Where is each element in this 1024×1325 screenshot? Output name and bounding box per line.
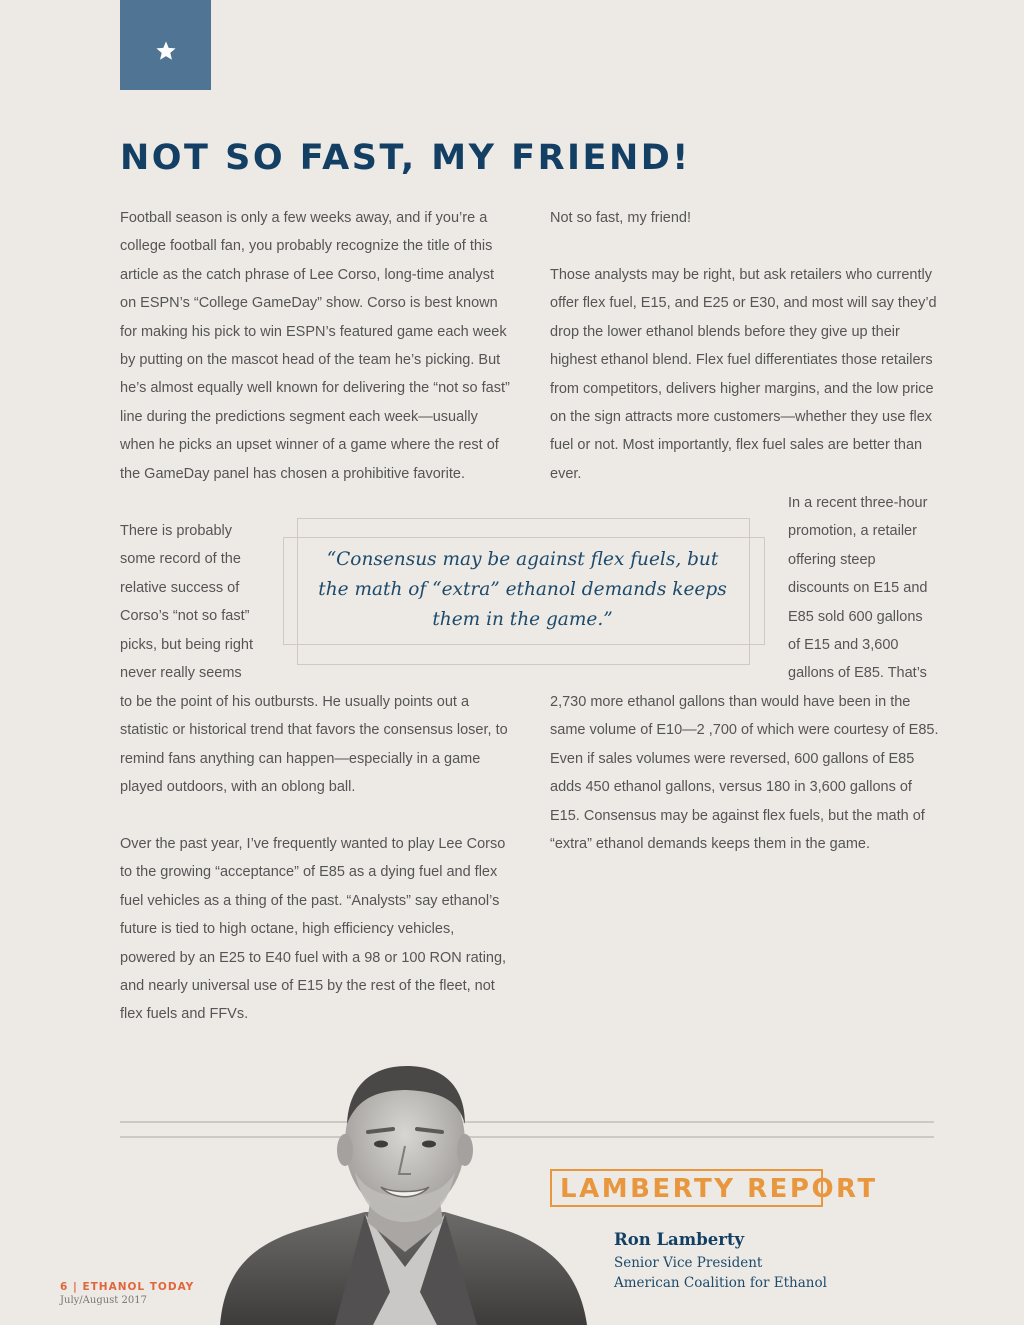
pullquote: “Consensus may be against flex fuels, but the math of “extra” ethanol demands keeps them in the game.”	[318, 549, 727, 630]
author-name: Ron Lamberty	[614, 1230, 745, 1249]
issue-date: July/August 2017	[60, 1295, 147, 1306]
author-portrait	[215, 1062, 595, 1325]
col2-paragraph-3: 2,730 more ethanol gallons than would have been in the same volume of E10—2 ,700 of which were courtesy of E85. Even if sales volumes were reversed, 600 gallons of E85 adds 450 ethanol gallons, versus 180 in 3,600 gallons of E15. Consensus may be against flex fuels, but the math of “extra” ethanol demands keeps them in the game.	[550, 694, 939, 853]
author-role: Senior Vice President	[614, 1255, 763, 1271]
column-name: LAMBERTY REPORT	[560, 1174, 878, 1204]
author-organization: American Coalition for Ethanol	[614, 1275, 827, 1291]
article-title: NOT SO FAST, MY FRIEND!	[120, 138, 691, 178]
col1-paragraph-3: Over the past year, I’ve frequently wanted to play Lee Corso to the growing “acceptance” of E85 as a dying fuel and flex fuel vehicles as a thing of the past. “Analysts” say ethanol’s future is tied to high octane, high efficiency vehicles, powered by an E25 to E40 fuel with a 98 or 100 RON rating, and nearly universal use of E15 by the rest of the fleet, not flex fuels and FFVs.	[120, 836, 507, 1023]
col1-paragraph-1: Football season is only a few weeks away, and if you’re a college football fan, you probably recognize the title of this article as the catch phrase of Lee Corso, long-time analyst on ESPN’s “College GameDay” show. Corso is best known for making his pick to win ESPN’s featured game each week by putting on the mascot head of the team he’s picking. But he’s almost equally well known for delivering the “not so fast” line during the predictions segment each week—usually when he picks an upset winner of a game where the rest of the GameDay panel has chosen a prohibitive favorite.	[120, 210, 510, 482]
star-badge	[120, 0, 211, 90]
col2-paragraph-3-wrap: In a recent three-hour promotion, a retailer offering steep discounts on E15 and E85 sold 600 gallons of E15 and 3,600 gallons of E85. That’s	[788, 495, 928, 682]
col1-paragraph-2: to be the point of his outbursts. He usually points out a statistic or historical trend that favors the consensus loser, to remind fans anything can happen—especially in a game played outdoors, with an oblong ball.	[120, 694, 508, 796]
col1-paragraph-2-wrap: There is probably some record of the relative success of Corso’s “not so fast” picks, but being right never really seems	[120, 523, 253, 682]
col2-paragraph-2: Those analysts may be right, but ask retailers who currently offer flex fuel, E15, and E25 or E30, and most will say they’d drop the lower ethanol blends before they give up their highest ethanol blend. Flex fuel differentiates those retailers from competitors, delivers higher margins, and the low price on the sign attracts more customers—whether they use flex fuel or not. Most importantly, flex fuel sales are better than ever.	[550, 267, 937, 482]
star-icon	[155, 40, 177, 62]
page-number: 6 | ETHANOL TODAY	[60, 1281, 195, 1293]
col2-paragraph-1: Not so fast, my friend!	[550, 210, 692, 226]
